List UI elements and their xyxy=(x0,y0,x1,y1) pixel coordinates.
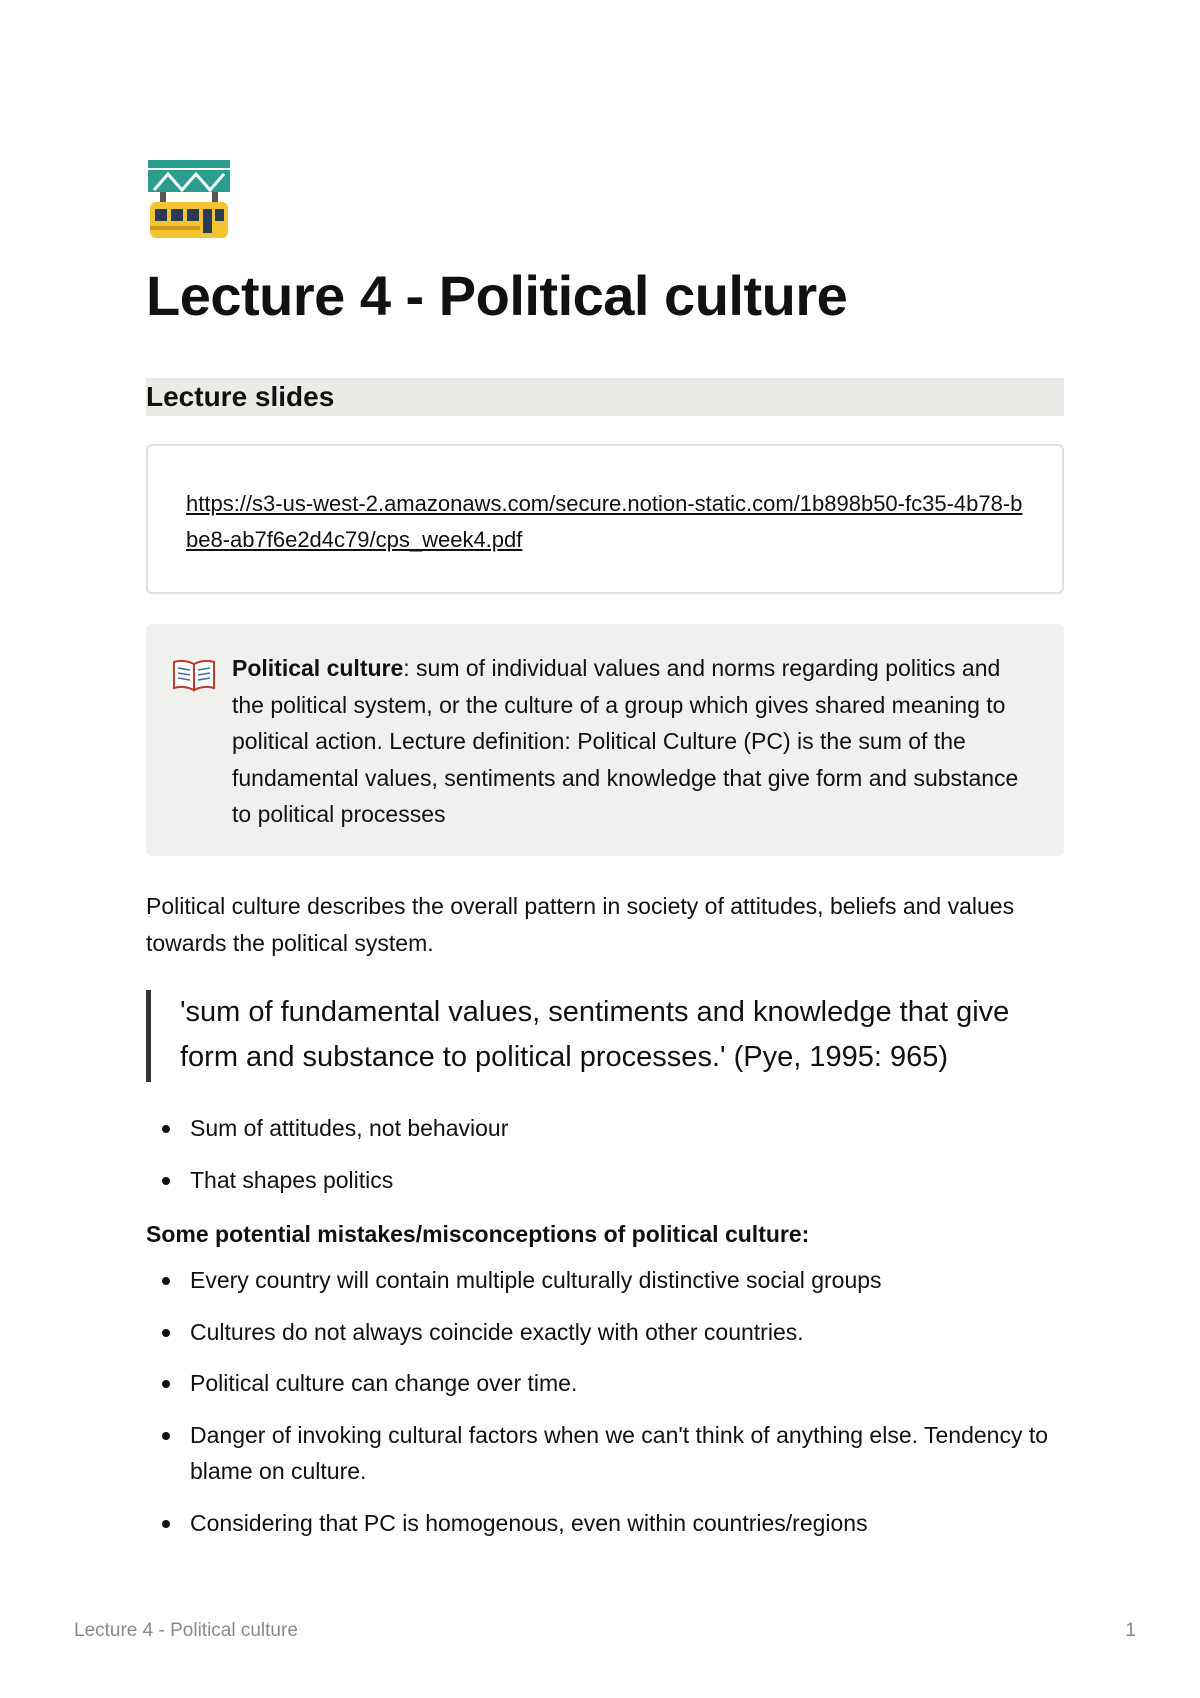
misconceptions-list xyxy=(146,1262,1064,1556)
list-item: Danger of invoking cultural factors when we can't think of anything else. Tendency to blame on culture. xyxy=(146,1417,1064,1490)
attributes-list xyxy=(146,1110,1064,1213)
open-book-icon xyxy=(172,658,216,692)
body-paragraph: Political culture describes the overall pattern in society of attitudes, beliefs and values towards the political system. xyxy=(146,893,1015,956)
slides-pdf-link[interactable]: https://s3-us-west-2.amazonaws.com/secure.notion-static.com/1b898b50-fc35-4b78-bbe8-ab7f6e2d4c79/cps_week4.pdf xyxy=(186,491,1023,552)
list-item: Every country will contain multiple culturally distinctive social groups xyxy=(146,1262,1064,1299)
section-heading-lecture-slides: Lecture slides xyxy=(146,378,1064,416)
list-item: Considering that PC is homogenous, even within countries/regions xyxy=(146,1505,1064,1542)
callout-term: Political culture xyxy=(232,655,404,681)
list-item: Sum of attitudes, not behaviour xyxy=(146,1110,1064,1147)
misconceptions-heading: Some potential mistakes/misconceptions of political culture: xyxy=(146,1221,810,1247)
callout-text xyxy=(232,650,1034,833)
callout-definition: : sum of individual values and norms regarding politics and the political system, or the culture of a group which gives shared meaning to political action. Lecture definition: Political Culture (PC) is the sum of the fundamental values, sentiments and knowledge that give form and substance to political processes xyxy=(232,655,1019,827)
footer-title: Lecture 4 - Political culture xyxy=(74,1620,298,1641)
bookmark-block[interactable] xyxy=(146,444,1064,594)
definition-callout xyxy=(146,624,1064,856)
suspension-railway-icon xyxy=(146,158,232,244)
quote-bar xyxy=(146,990,151,1082)
quote-text: 'sum of fundamental values, sentiments and knowledge that give form and substance to political processes.' (Pye, 1995: 965) xyxy=(180,996,1010,1073)
footer-page-number: 1 xyxy=(1125,1620,1136,1641)
page-title: Lecture 4 - Political culture xyxy=(146,264,848,327)
list-item: Cultures do not always coincide exactly with other countries. xyxy=(146,1314,1064,1351)
list-item: That shapes politics xyxy=(146,1162,1064,1199)
list-item: Political culture can change over time. xyxy=(146,1365,1064,1402)
quote-block xyxy=(146,990,1064,1082)
